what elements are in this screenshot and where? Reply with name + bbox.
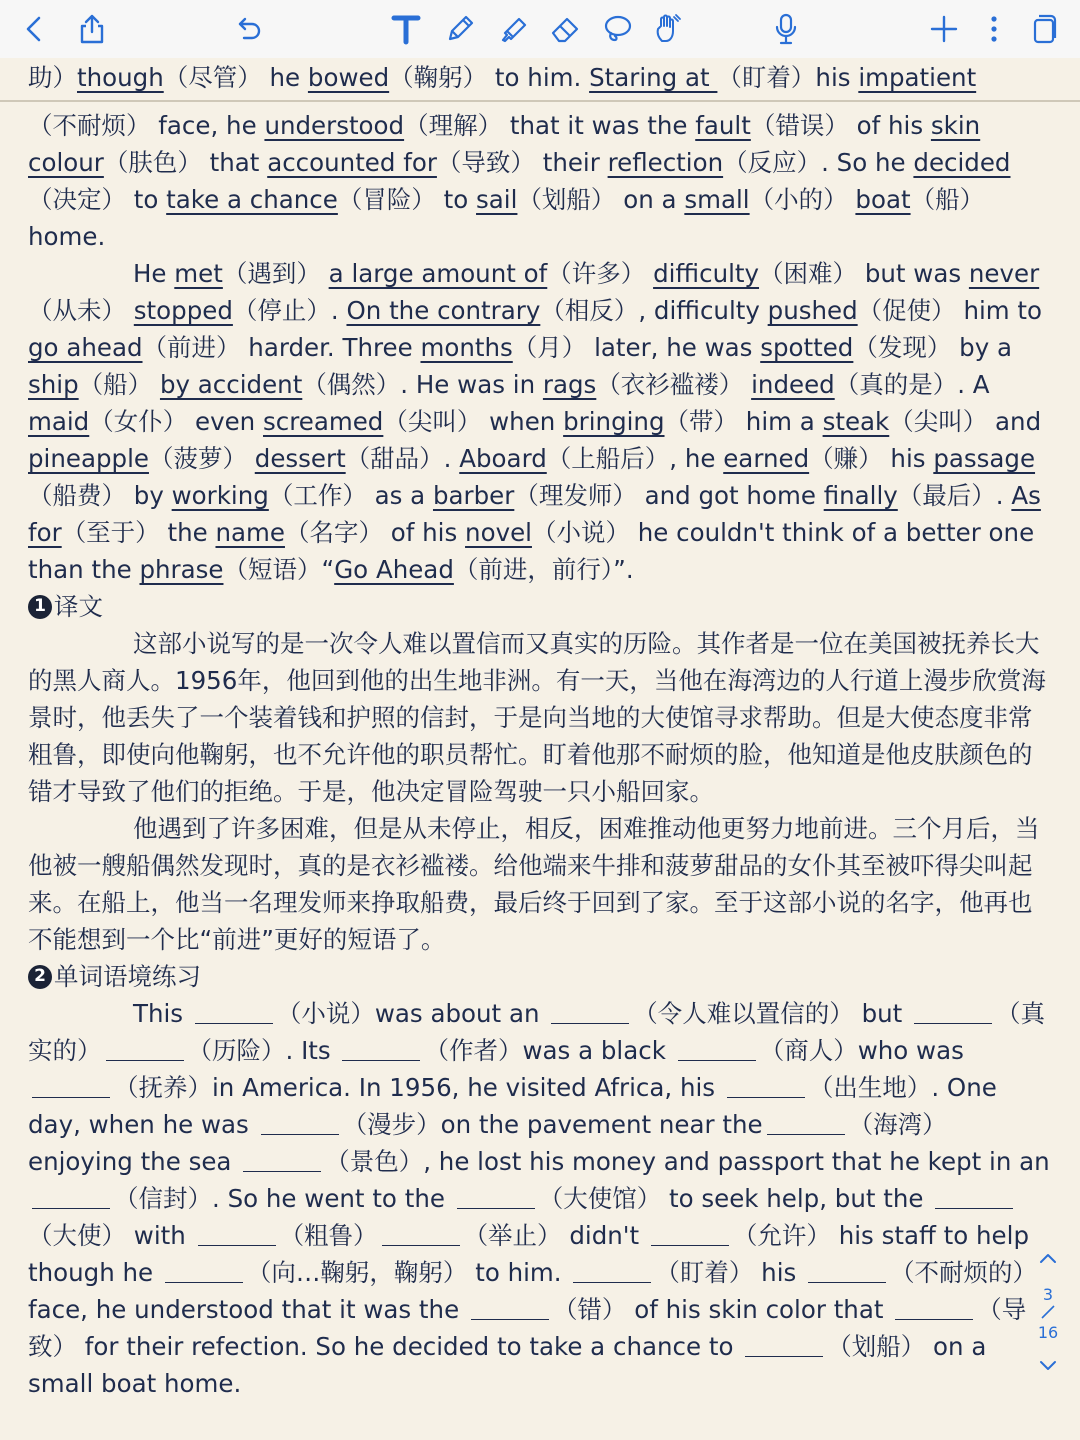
exercise-paragraph [28,995,1052,1402]
total-pages: 16 [1037,1323,1059,1342]
vocab-word: earned [723,444,810,473]
vocab-word: never [968,259,1040,288]
text-run: （尽管） he [163,63,308,92]
vocab-word: bringing [563,407,665,436]
text-run: （上船后）, he [546,444,724,473]
add-icon[interactable] [924,9,964,49]
vocab-word: decided [913,148,1011,177]
text-run: （小说） he couldn't think of a better one than the [28,518,1035,584]
text-run: （不耐烦的） face, he understood that it was the [28,1258,1038,1324]
vocab-word: pushed [767,296,858,325]
translation-paragraph-2: 他遇到了许多困难，但是从未停止，相反，困难推动他更努力地前进。三个月后，当他被一艘船偶然发现时，真的是衣衫褴褛。给他端来牛排和菠萝甜品的女仆其至被吓得尖叫起来。在船上，他当一名理发师来挣取船费，最后终于回到了家。至于这部小说的名字，他再也不能想到一个比“前进”更好的短语了。 [28,814,1040,954]
fill-blank [551,1022,629,1024]
vocab-word: difficulty [653,259,760,288]
text-run: He [133,259,175,288]
text-run: （从未） [28,296,134,325]
translation-paragraph-1: 这部小说写的是一次令人难以置信而又真实的历险。其作者是一位在美国被抚养长大的黑人商人。1956年，他回到他的出生地非洲。有一天，当他在海湾边的人行道上漫步欣赏海景时，他丢失了一个装着钱和护照的信封，于是向当地的大使馆寻求帮助。但是大使态度非常粗鲁，即使向他鞠躬，也不允许他的职员帮忙。盯着他那不耐烦的脸，他知道是他皮肤颜色的错才导致了他们的拒绝。于是，他决定冒险驾驶一只小船回家。 [28,629,1046,806]
fill-blank [106,1059,184,1061]
back-chevron-icon[interactable] [14,9,54,49]
vocab-word: months [420,333,513,362]
section-title: 单词语境练习 [54,962,201,991]
vocab-word: dessert [254,444,346,473]
text-run: （尖叫） when [383,407,564,436]
fill-blank [651,1244,729,1246]
text-run: （抚养）in America. In 1956, he visited Africa, his [114,1073,723,1102]
text-run: （历险）. Its [187,1036,339,1065]
section-heading-exercise [28,958,1052,995]
vocab-word: As for [28,481,1041,547]
text-run: （冒险） to [337,185,477,214]
text-run: （甜品）. [345,444,460,473]
text-run: （小说）was about an [276,999,548,1028]
chevron-down-icon[interactable] [1030,1358,1066,1377]
text-run: （名字） of his [284,518,466,547]
vocab-word: stopped [133,296,233,325]
text-run: （盯着） his [655,1258,805,1287]
pencil-icon[interactable] [440,9,480,49]
toolbar [0,0,1080,59]
fill-blank [808,1281,886,1283]
lasso-icon[interactable] [597,9,637,49]
text-run: （错） of his skin color that [552,1295,892,1324]
fill-blank [471,1318,549,1320]
vocab-word: On the contrary [346,296,541,325]
text-run: （理解） that it was the [404,111,696,140]
fill-blank [32,1207,110,1209]
text-run: （真的是）. A [834,370,990,399]
vocab-word: impatient [858,63,977,92]
vocab-word: finally [823,481,898,510]
scrolled-top-line [0,58,1080,102]
vocab-word: skin colour [28,111,981,177]
vocab-word: barber [432,481,515,510]
vocab-word: novel [465,518,532,547]
text-run: （带） him a [664,407,823,436]
english-paragraph-1 [28,107,1052,255]
vocab-word: Staring at [589,63,718,92]
vocab-word: working [171,481,269,510]
text-run: （困难） but was [759,259,969,288]
more-icon[interactable] [974,9,1014,49]
text-tool-icon[interactable] [386,9,426,49]
fill-blank [895,1318,973,1320]
text-run: （月） later, he was [512,333,761,362]
text-run: （停止）. [232,296,347,325]
text-run: （衣衫褴褛） [596,370,752,399]
vocab-word: by accident [159,370,303,399]
text-run: （促使） him to [857,296,1043,325]
vocab-word: a large amount of [328,259,548,288]
text-run: （工作） as a [268,481,433,510]
vocab-word: small [684,185,750,214]
text-run: （划船） on a small boat home. [28,1332,987,1398]
text-run: （遇到） [222,259,329,288]
text-run: （许多） [547,259,654,288]
vocab-word: passage [933,444,1036,473]
current-page: 3 [1042,1285,1054,1304]
fill-blank [165,1281,243,1283]
text-run: （盯着）his [717,63,859,92]
text-run: （最后）. [897,481,1012,510]
text-run: （大使） with [28,1221,194,1250]
english-paragraph-2 [28,255,1052,588]
vocab-word: indeed [751,370,835,399]
text-run: （作者）was a black [424,1036,674,1065]
text-run: （漫步）on the pavement near the [342,1110,763,1139]
fill-blank [457,1207,535,1209]
text-run: （允许） his staff to help though he [28,1221,1029,1287]
text-run: （尖叫） and [889,407,1042,436]
text-run: （错误） of his [750,111,931,140]
fill-blank [243,1170,321,1172]
text-run: （导致） their [436,148,608,177]
vocab-word: maid [28,407,90,436]
text-run: （船费） by [28,481,172,510]
vocab-word: Go Ahead [334,555,454,584]
text-run: （至于） the [61,518,216,547]
text-run: （鞠躬） to him. [389,63,590,92]
hand-tool-icon[interactable] [648,9,688,49]
fill-blank [32,1096,110,1098]
vocab-word: name [215,518,285,547]
text-run: （粗鲁） [279,1221,378,1250]
text-run: （发现） by a [853,333,1013,362]
text-run: （导致） for their refection. So he decided to take a chance to [28,1295,1027,1361]
fill-blank [382,1244,460,1246]
vocab-word: take a chance [166,185,338,214]
text-run: （反应）. So he [723,148,914,177]
text-run: （划船） on a [517,185,685,214]
text-run: （举止） didn't [463,1221,647,1250]
number-badge: 1 [28,595,52,619]
text-run: （船） [78,370,160,399]
text-run: （短语）“ [223,555,335,584]
vocab-word: phrase [139,555,224,584]
page-separator [1030,1304,1066,1323]
vocab-word: ship [28,370,79,399]
vocab-word: spotted [760,333,854,362]
vocab-word: screamed [263,407,384,436]
vocab-word: Aboard [459,444,547,473]
fill-blank [745,1355,823,1357]
text-run: （出生地）. One day, when he was [28,1073,997,1139]
vocab-word: understood [264,111,405,140]
vocab-word: boat [855,185,911,214]
vocab-word: though [77,63,164,92]
vocab-word: go ahead [28,333,143,362]
text-run: （理发师） and got home [514,481,824,510]
text-run: （小的） [749,185,856,214]
fill-blank [935,1207,1013,1209]
text-run: （海湾） enjoying the sea [28,1110,947,1176]
fill-blank [195,1022,273,1024]
vocab-word: sail [476,185,518,214]
vocab-word: reflection [607,148,724,177]
text-run: （船） home. [28,185,985,251]
fill-blank [261,1133,339,1135]
pages-icon[interactable] [1024,9,1064,49]
text-run: （不耐烦） face, he [28,111,265,140]
fill-blank [678,1059,756,1061]
text-run: （真实的） [28,999,1046,1065]
section-heading-translation [28,588,1052,625]
eraser-icon[interactable] [545,9,585,49]
vocab-word: accounted for [267,148,437,177]
text-run: （令人难以置信的） but [633,999,911,1028]
text-run: （商人）who was [759,1036,964,1065]
page-navigator [1030,1250,1066,1410]
document-body [28,107,1052,1402]
text-run: （前进） harder. Three [142,333,421,362]
text-run: （相反）, difficulty [540,296,768,325]
fill-blank [573,1281,651,1283]
fill-blank [342,1059,420,1061]
number-badge: 2 [28,965,52,989]
section-title: 译文 [54,592,103,621]
text-run: （景色）, he lost his money and passport that he kept in an [325,1147,1050,1176]
fill-blank [727,1096,805,1098]
vocab-word: fault [695,111,751,140]
text-run: （赚） his [809,444,934,473]
text-run: （女仆） even [89,407,263,436]
undo-icon[interactable] [229,9,269,49]
fill-blank [767,1133,845,1135]
chevron-up-icon[interactable] [1030,1250,1066,1269]
microphone-icon[interactable] [766,9,806,49]
vocab-word: met [174,259,223,288]
text-run: （大使馆） to seek help, but the [538,1184,932,1213]
vocab-word: rags [542,370,597,399]
vocab-word: pineapple [28,444,149,473]
text-run: （偶然）. He was in [302,370,543,399]
text-run: （信封）. So he went to the [114,1184,453,1213]
text-run: （菠萝） [148,444,255,473]
text-run: （肤色） that [103,148,268,177]
text-run: This [133,999,191,1028]
highlighter-icon[interactable] [493,9,533,49]
vocab-word: bowed [307,63,390,92]
fill-blank [198,1244,276,1246]
text-run: （向…鞠躬，鞠躬） to him. [246,1258,570,1287]
vocab-word: steak [822,407,890,436]
share-icon[interactable] [72,9,112,49]
text-run: （决定） to [28,185,167,214]
fill-blank [914,1022,992,1024]
text-run: （前进，前行）”. [453,555,634,584]
text-run: 助） [28,63,77,92]
